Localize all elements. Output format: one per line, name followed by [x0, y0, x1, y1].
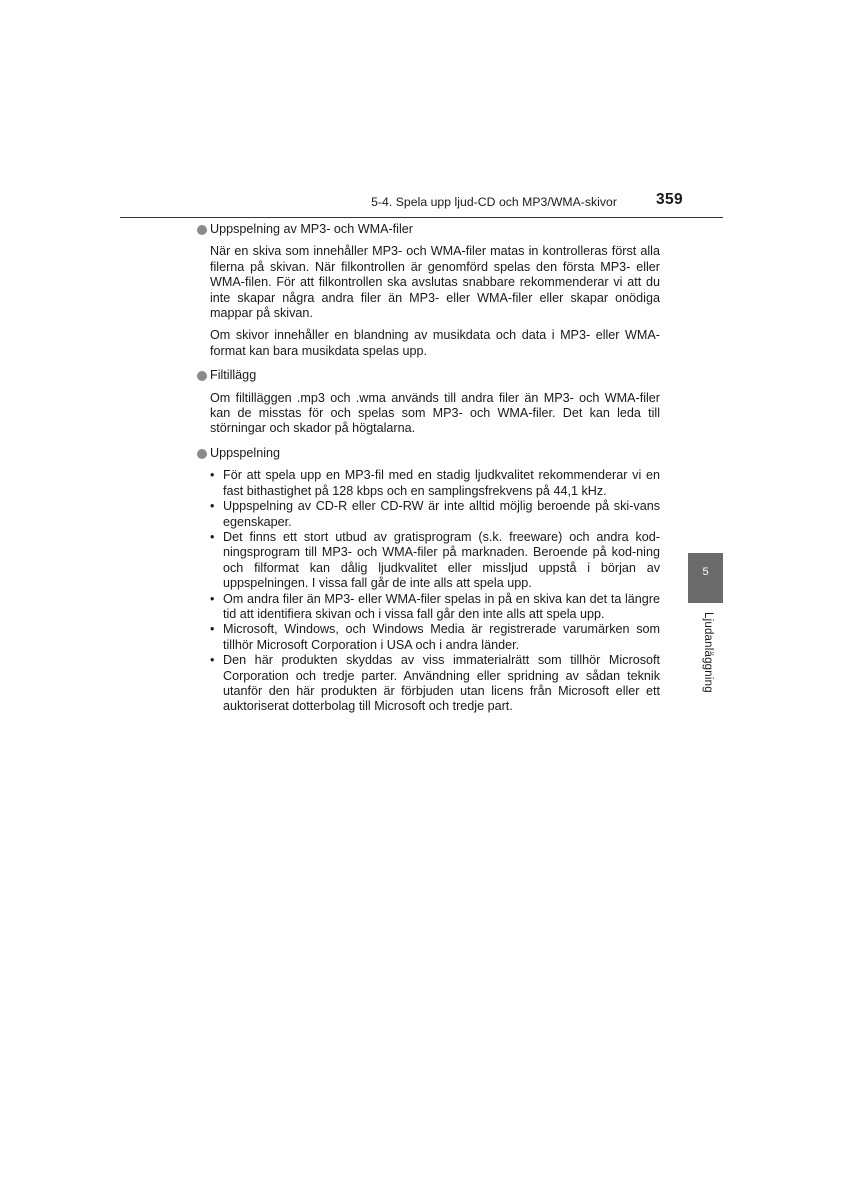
list-item-text: Den här produkten skyddas av viss immaterialrätt som tillhör Microsoft Corporation och tredje parter. Användning eller spridning av sådan teknik utanför den här produkten är förbjuden utan licens från Microsoft eller ett auktoriserat dotterbolag till Microsoft och tredje part. [223, 653, 660, 714]
section-title: 5-4. Spela upp ljud-CD och MP3/WMA-skivor [371, 195, 617, 209]
paragraph: Om filtilläggen .mp3 och .wma används till andra filer än MP3- och WMA-filer kan de misstas för och spelas som MP3- och WMA-filer. Det kan leda till störningar och skador på högtalarna. [210, 390, 660, 436]
bullet-mark: • [210, 529, 215, 544]
bullet-dot-icon [197, 371, 207, 381]
bullet-mark: • [210, 468, 215, 483]
paragraph: Om skivor innehåller en blandning av musikdata och data i MP3- eller WMA-format kan bara musikdata spelas upp. [210, 328, 660, 358]
list-item-text: Microsoft, Windows, och Windows Media är registrerade varumärken som tillhör Microsoft Corporation i USA och i andra länder. [223, 622, 660, 652]
list-item [210, 499, 660, 530]
section-heading-mp3-wma [197, 222, 660, 237]
list-item [210, 622, 660, 653]
bullet-dot-icon [197, 449, 207, 459]
section-heading-uppspelning [197, 446, 660, 461]
bullet-mark: • [210, 499, 215, 514]
bullet-list [210, 468, 660, 715]
list-item [210, 468, 660, 499]
chapter-tab [688, 553, 723, 603]
page-header [120, 189, 723, 218]
list-item-text: Uppspelning av CD-R eller CD-RW är inte alltid möjlig beroende på ski-vans egenskaper. [223, 499, 660, 529]
page-content [197, 222, 660, 715]
bullet-mark: • [210, 653, 215, 668]
list-item [210, 653, 660, 715]
list-item [210, 592, 660, 623]
section-heading-text: Uppspelning av MP3- och WMA-filer [210, 222, 413, 236]
section-heading-text: Filtillägg [210, 368, 257, 383]
bullet-mark: • [210, 622, 215, 637]
chapter-label: Ljudanläggning [702, 612, 714, 693]
page-number: 359 [655, 191, 683, 208]
list-item [210, 530, 660, 592]
bullet-mark: • [210, 591, 215, 606]
bullet-dot-icon [197, 225, 207, 235]
section-heading-filtillagg [197, 368, 660, 383]
list-item-text: För att spela upp en MP3-fil med en stadig ljudkvalitet rekommenderar vi en fast bithastighet på 128 kbps och en samplingsfrekvens på 44,1 kHz. [223, 468, 660, 498]
list-item-text: Om andra filer än MP3- eller WMA-filer spelas in på en skiva kan det ta längre tid att identifiera skivan och i vissa fall går den inte alls att spela upp. [223, 591, 660, 621]
chapter-number: 5 [702, 566, 709, 578]
section-heading-text: Uppspelning [210, 445, 281, 460]
list-item-text: Det finns ett stort utbud av gratisprogram (s.k. freeware) och andra kod-ningsprogram till MP3- och WMA-filer på marknaden. Beroende på kod-ning och filformat kan dålig ljudkvalitet eller missljud uppstå i början av uppspelningen. I vissa fall går de inte alls att spela upp. [223, 529, 660, 591]
paragraph: När en skiva som innehåller MP3- och WMA-filer matas in kontrolleras först alla filerna på skivan. När filkontrollen är genomförd spelas den första MP3- eller WMA-filen. För att filkontrollen ska avslutas snabbare rekommenderar vi att du inte skapar några andra filer än MP3- eller WMA-filer eller skapar onödiga mappar på skivan. [210, 244, 660, 321]
